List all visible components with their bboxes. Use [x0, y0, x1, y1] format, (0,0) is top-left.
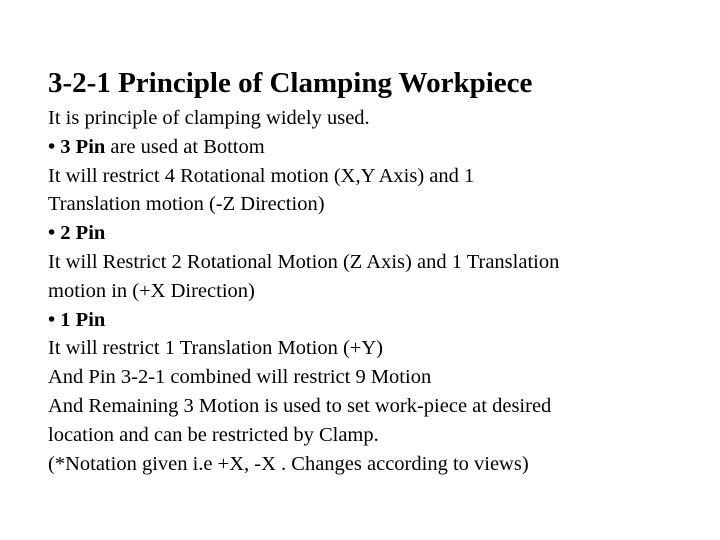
body-line-notation: (*Notation given i.e +X, -X . Changes according to views)	[48, 452, 529, 475]
body-line-3-pin-translation: Translation motion (-Z Direction)	[48, 193, 325, 216]
body-line-intro: It is principle of clamping widely used.	[48, 107, 370, 129]
body-line-clamp: location and can be restricted by Clamp.	[48, 423, 379, 446]
body-line-2-pin-restrict: It will Restrict 2 Rotational Motion (Z Axis) and 1 Translation	[48, 250, 560, 273]
body-line-3-pin-restrict: It will restrict 4 Rotational motion (X,Y Axis) and 1	[48, 164, 475, 187]
body-line-remaining: And Remaining 3 Motion is used to set work-piece at desired	[48, 394, 552, 417]
bullet-1-pin: • 1 Pin	[48, 308, 106, 331]
body-line-1-pin-restrict: It will restrict 1 Translation Motion (+Y)	[48, 337, 383, 360]
bullet-3-pin-label: • 3 Pin	[48, 135, 106, 158]
body-line-2-pin-translation: motion in (+X Direction)	[48, 279, 255, 302]
bullet-3-pin	[48, 133, 688, 162]
slide-body	[48, 104, 688, 478]
bullet-3-pin-text: are used at Bottom	[105, 135, 265, 158]
bullet-2-pin: • 2 Pin	[48, 222, 106, 245]
slide-title: 3-2-1 Principle of Clamping Workpiece	[48, 67, 533, 99]
body-line-combined: And Pin 3-2-1 combined will restrict 9 Motion	[48, 366, 432, 389]
